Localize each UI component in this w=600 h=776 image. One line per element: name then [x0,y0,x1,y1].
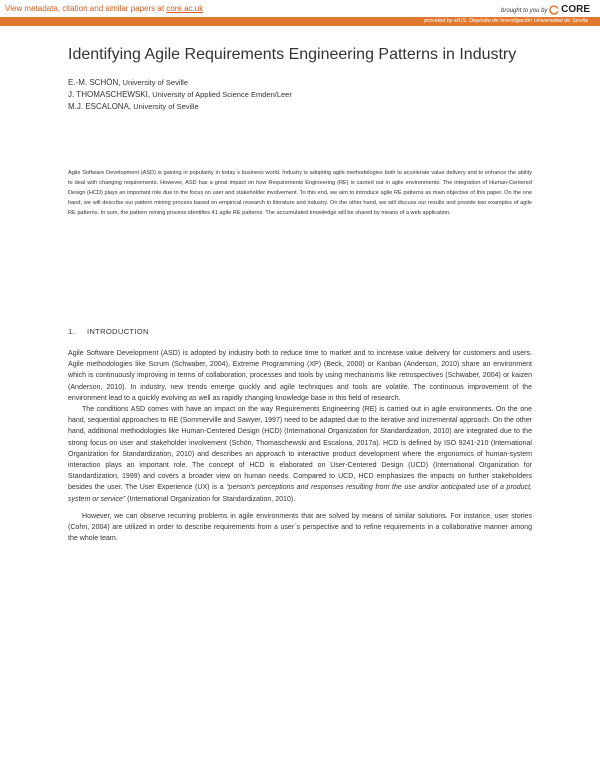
core-metadata-link[interactable] [5,4,203,13]
section-title: INTRODUCTION [86,327,149,336]
author-entry [68,101,292,113]
section-number: 1. [68,327,75,336]
author-list [68,77,292,113]
ux-definition-quote: “person's perceptions and responses resulting from the use and/or anticipated use of a product, system or service” [68,484,533,503]
provided-by-text[interactable]: provided by idUS. Depósito de Investigación Universidad de Sevilla [424,18,588,24]
author-affiliation: University of Applied Science Emden/Leer [152,90,292,99]
brought-to-you [501,4,590,15]
provided-by-bar [0,17,600,26]
core-logo-icon [549,5,559,15]
core-domain-link[interactable]: core.ac.uk [166,4,204,13]
author-entry [68,77,292,89]
author-entry [68,89,292,101]
abstract: Agile Software Development (ASD) is gaining in popularity in today´s business world. Industry is adopting agile methodologies both to accelerate value delivery and to enhance the ability to deal with changing requirements. However, ASD has a great impact on how Requirements Engineering (RE) is carried out in agile environments. The integration of Human-Centered Design (HCD) plays an important role due to the focus on user and stakeholder involvement. To this end, we aim to introduce agile RE patterns as main objective of this paper. On the one hand, we will describe our pattern mining process based on empirical research in literature and industry. On the other hand, we will discuss our results and provide two examples of agile RE patterns. In sum, the pattern mining process identifies 41 agile RE patterns. The accumulated knowledge will be shared by means of a web application. [68,170,532,217]
paragraph: Agile Software Development (ASD) is adopted by industry both to reduce time to market and to increase value delivery for customers and users. Agile methodologies like Scrum (Schwaber, 2004), Extreme Programming (XP) (Beck, 2000) or Kanban (Anderson, 2010) share an environment which is continuously improving in terms of collaboration, processes and tools by using mechanisms like retrospectives (Schwaber, 2004) or kaizen (Anderson, 2010). In industry, new trends emerge quickly and agile techniques and tools are volatile. The continuous improvement of the environment lead to a quickly evolving as well as rapidly changing knowledge base in this field of research. [68,350,532,402]
core-logo-text: CORE [561,4,590,15]
author-affiliation: University of Seville [122,78,188,87]
author-affiliation: University of Seville [133,102,199,111]
quote-citation: (International Organization for Standardization, 2010). [125,495,296,503]
paragraph [68,404,532,505]
meta-link-text: View metadata, citation and similar papers at [5,4,167,13]
introduction-body [68,348,532,544]
author-name: M.J. ESCALONA, [68,102,132,111]
author-name: E.-M. SCHÖN, [68,78,121,87]
paragraph-text: The conditions ASD comes with have an impact on the way Requirements Engineering (RE) is carried out in agile environments. On the one hand, sequential approaches to RE (Sommerville and Sawyer, 1997) need to be adapted due to the iterative and incremental approach. On the other hand, additional methodologies like Human-Centered Design (HCD) (International Organization for Standardization, 2010) are integrated due to the strong focus on user and stakeholder involvement (Schön, Thomaschewski and Escalona, 2017a). HCD is defined by ISO 9241-210 (International Organization for Standardization, 2010) and describes an approach to interactive product development where the ergonomics of human-system interaction plays an important role. The concept of HCD is elaborated on User-Centered Design (UCD) (International Organization for Standardization, 1999) and covers a broader view on human needs. Compared to UCD, HCD emphasizes the impacts on further stakeholders besides the user. The User Experience (UX) is a [68,406,532,492]
paper-title: Identifying Agile Requirements Engineering Patterns in Industry [68,46,517,63]
brought-by-text: brought to you by [501,8,548,14]
section-heading [68,327,149,336]
author-name: J. THOMASCHEWSKI, [68,90,151,99]
paragraph: However, we can observe recurring problems in agile environments that are solved by means of similar solutions. For instance, user stories (Cohn, 2004) are utilized in order to describe requirements from a user´s perspective and to refine requirements in a collaborative manner among the whole team. [68,512,532,543]
core-header [0,0,600,16]
